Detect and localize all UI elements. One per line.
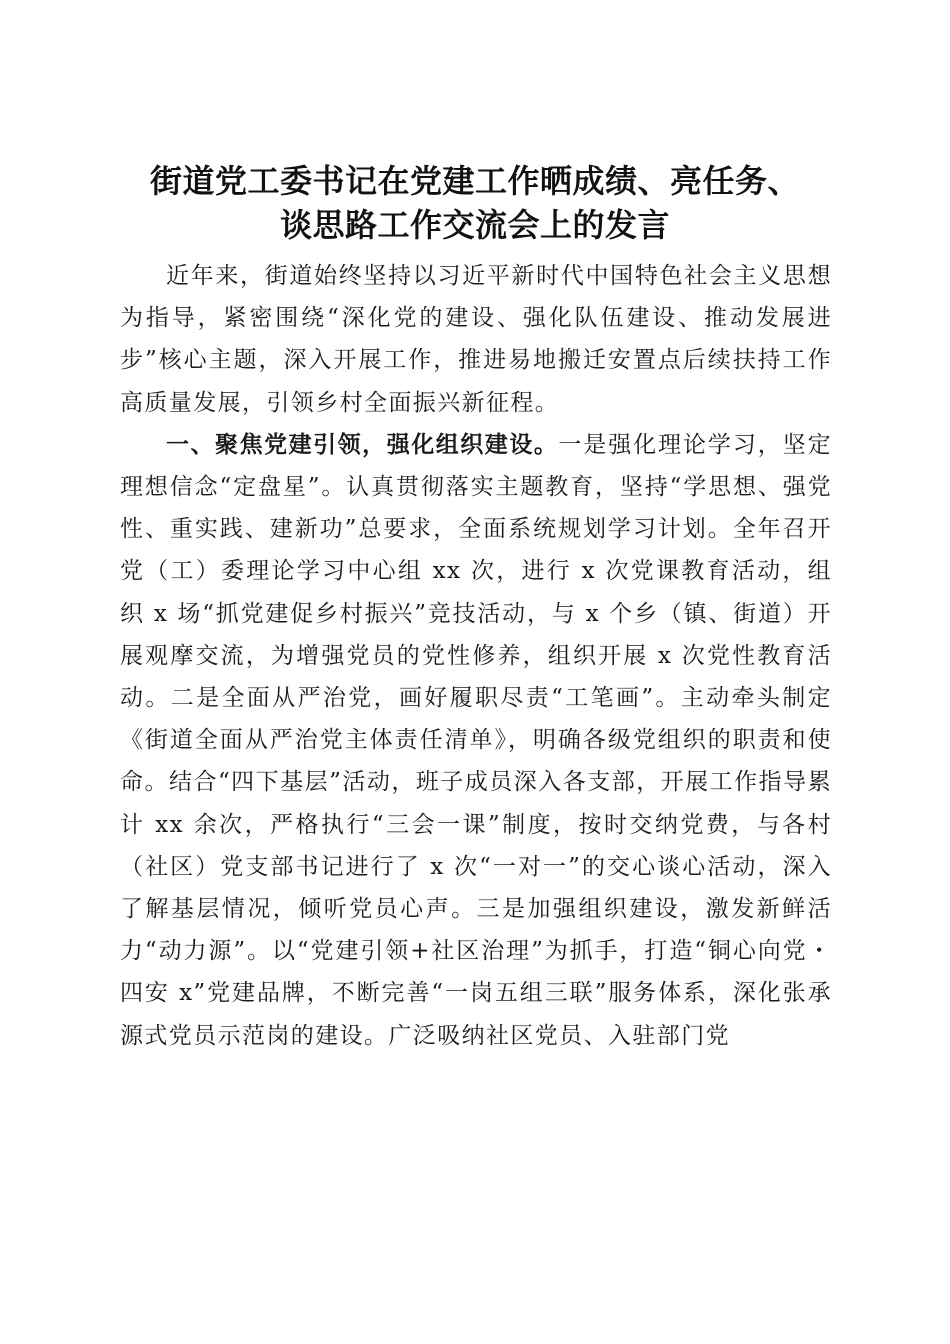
section-1-body: 一是强化理论学习，坚定理想信念“定盘星”。认真贯彻落实主题教育，坚持“学思想、强党性、重实践、建新功”总要求，全面系统规划学习计划。全年召开党（工）委理论学习中心组 xx 次，进行 x 次党课教育活动，组织 x 场“抓党建促乡村振兴”竞技活动，与 x 个乡（镇、街道）开展观摩交流，为增强党员的党性修养，组织开展 x 次党性教育活动。二是全面从严治党，画好履职尽责“工笔画”。主动牵头制定《街道全面从严治党主体责任清单》，明确各级党组织的职责和使命。结合“四下基层”活动，班子成员深入各支部，开展工作指导累计 xx 余次，严格执行“三会一课”制度，按时交纳党费，与各村（社区）党支部书记进行了 x 次“一对一”的交心谈心活动，深入了解基层情况，倾听党员心声。三是加强组织建设，激发新鲜活力“动力源”。以“党建引领+社区治理”为抓手，打造“铜心向党・四安 x”党建品牌，不断完善“一岗五组三联”服务体系，深化张承源式党员示范岗的建设。广泛吸纳社区党员、入驻部门党: [120, 431, 833, 1049]
title-line-2: 谈思路工作交流会上的发言: [279, 206, 670, 245]
document-body: [120, 255, 832, 1057]
section-1-heading: 一、聚焦党建引领，强化组织建设。: [166, 431, 559, 458]
title-line-1: 街道党工委书记在党建工作晒成绩、亮任务、: [149, 162, 800, 201]
document-title: [100, 159, 850, 247]
intro-paragraph: 近年来，街道始终坚持以习近平新时代中国特色社会主义思想为指导，紧密围绕“深化党的建设、强化队伍建设、推动发展进步”核心主题，深入开展工作，推进易地搬迁安置点后续扶持工作高质量发展，引领乡村全面振兴新征程。: [120, 263, 832, 416]
section-1-paragraph: [120, 424, 832, 1057]
